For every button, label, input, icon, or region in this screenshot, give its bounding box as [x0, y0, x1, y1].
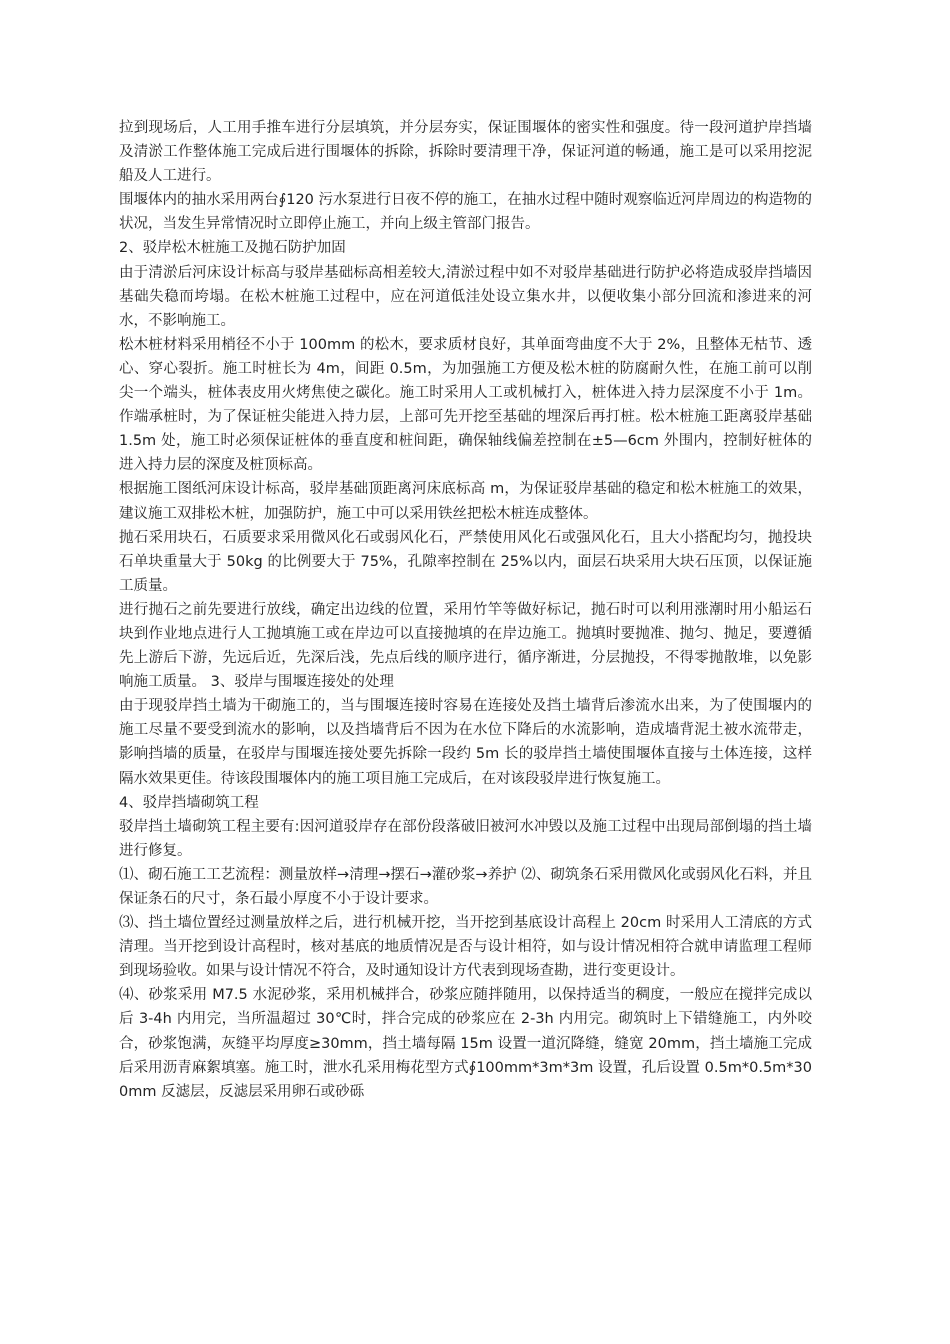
paragraph-riprap-stone: 抛石采用块石，石质要求采用微风化石或弱风化石，严禁使用风化石或强风化石，且大小搭配均匀，抛投块石单块重量大于 50kg 的比例要大于 75%，孔隙率控制在 25%以内，面层石块采用大块石压顶，以保证施工质量。 [119, 529, 812, 594]
paragraph-mortar: ⑷、砂浆采用 M7.5 水泥砂浆，采用机械拌合，砂浆应随拌随用，以保持适当的稠度，一般应在搅拌完成以后 3-4h 内用完，当所温超过 30℃时，拌合完成的砂浆应在 2-3h 内用完。砌筑时上下错缝施工，内外咬合，砂浆饱满，灰缝平均厚度≥30mm，挡土墙每隔 15m 设置一道沉降缝，缝宽 20mm，挡土墙施工完成后采用沥青麻絮填塞。施工时，泄水孔采用梅花型方式∮100mm*3m*3m 设置，孔后设置 0.5m*0.5m*300mm 反滤层，反滤层采用卵石或砂砾 [119, 987, 812, 1100]
paragraph-cofferdam-filling: 拉到现场后，人工用手推车进行分层填筑，并分层夯实，保证围堰体的密实性和强度。待一段河道护岸挡墙及清淤工作整体施工完成后进行围堰体的拆除，拆除时要清理干净，保证河道的畅通，施工是可以采用挖泥船及人工进行。 [119, 120, 812, 185]
paragraph-pile-protection: 由于清淤后河床设计标高与驳岸基础标高相差较大,清淤过程中如不对驳岸基础进行防护必将造成驳岸挡墙因基础失稳而垮塌。在松木桩施工过程中，应在河道低洼处设立集水井，以便收集小部分回流和渗进来的河水，不影响施工。 [119, 264, 812, 329]
paragraph-pumping: 围堰体内的抽水采用两台∮120 污水泵进行日夜不停的施工，在抽水过程中随时观察临近河岸周边的构造物的状况，当发生异常情况时立即停止施工，并向上级主管部门报告。 [119, 192, 812, 233]
section-heading-masonry: 4、驳岸挡墙砌筑工程 [119, 794, 259, 811]
paragraph-double-row-piles: 根据施工图纸河床设计标高，驳岸基础顶距离河床底标高 m，为保证驳岸基础的稳定和松木桩施工的效果，建议施工双排松木桩，加强防护，施工中可以采用铁丝把松木桩连成整体。 [119, 481, 812, 522]
paragraph-pile-material: 松木桩材料采用梢径不小于 100mm 的松木，要求质材良好，其单面弯曲度不大于 2%，且整体无枯节、透心、穿心裂折。施工时桩长为 4m，间距 0.5m，为加强施工方便及松木桩的防腐耐久性，在施工前可以削尖一个端头，桩体表皮用火烤焦使之碳化。施工时采用人工或机械打入，桩体进入持力层深度不小于 1m。作端承桩时，为了保证桩尖能进入持力层，上部可先开挖至基础的埋深后再打桩。松木桩施工距离驳岸基础 1.5m 处，施工时必须保证桩体的垂直度和桩间距，确保轴线偏差控制在±5—6cm 外围内，控制好桩体的进入持力层的深度及桩顶标高。 [119, 336, 812, 474]
paragraph-connection-treatment: 由于现驳岸挡土墙为干砌施工的，当与围堰连接时容易在连接处及挡土墙背后渗流水出来，为了使围堰内的施工尽量不要受到流水的影响，以及挡墙背后不因为在水位下降后的水流影响，造成墙背泥土被水流带走，影响挡墙的质量，在驳岸与围堰连接处要先拆除一段约 5m 长的驳岸挡土墙使围堰体直接与土体连接，这样隔水效果更佳。待该段围堰体内的施工项目施工完成后，在对该段驳岸进行恢复施工。 [119, 698, 812, 787]
document-body [119, 116, 812, 1104]
paragraph-riprap-placement: 进行抛石之前先要进行放线，确定出边线的位置，采用竹竿等做好标记，抛石时可以利用涨潮时用小船运石块到作业地点进行人工抛填施工或在岸边可以直接抛填的在岸边施工。抛填时要抛准、抛匀、抛足，要遵循先上游后下游，先远后近，先深后浅，先点后线的顺序进行，循序渐进，分层抛投，不得零抛散堆，以免影响施工质量。 3、驳岸与围堰连接处的处理 [119, 601, 812, 691]
section-heading-pine-piles: 2、驳岸松木桩施工及抛石防护加固 [119, 240, 346, 257]
paragraph-masonry-scope: 驳岸挡土墙砌筑工程主要有:因河道驳岸存在部份段落破旧被河水冲毁以及施工过程中出现局部倒塌的挡土墙进行修复。 [119, 818, 812, 859]
paragraph-excavation: ⑶、挡土墙位置经过测量放样之后，进行机械开挖，当开挖到基底设计高程上 20cm 时采用人工清底的方式清理。当开挖到设计高程时，核对基底的地质情况是否与设计相符，如与设计情况相符合就申请监理工程师到现场验收。如果与设计情况不符合，及时通知设计方代表到现场查勘，进行变更设计。 [119, 915, 812, 980]
paragraph-masonry-process: ⑴、砌石施工工艺流程：测量放样→清理→摆石→灌砂浆→养护 ⑵、砌筑条石采用微风化或弱风化石料，并且保证条石的尺寸，条石最小厚度不小于设计要求。 [119, 866, 812, 907]
